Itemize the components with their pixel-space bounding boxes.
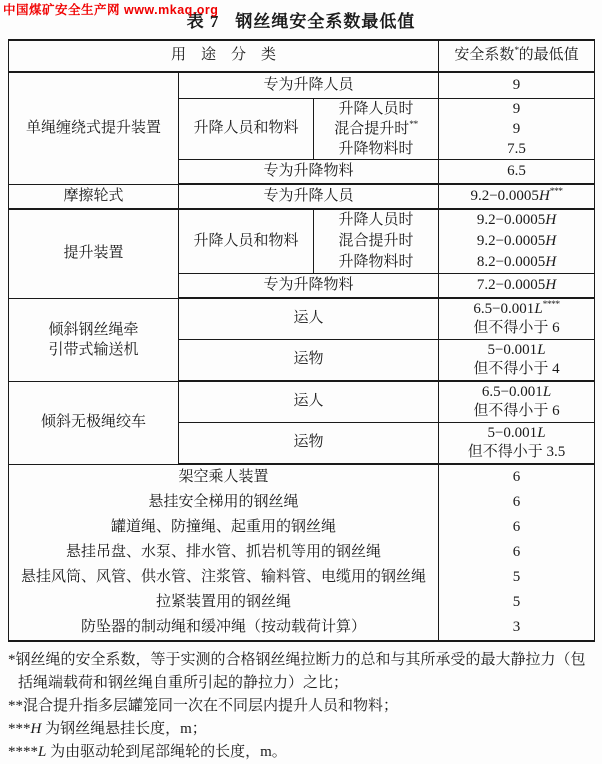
value: 5−0.001L bbox=[487, 342, 546, 358]
table-row bbox=[9, 515, 595, 540]
variable-L: L bbox=[38, 744, 47, 760]
header-value-cell bbox=[439, 40, 595, 72]
variable-H: H bbox=[538, 187, 550, 204]
table-row bbox=[9, 464, 595, 490]
table-row bbox=[9, 381, 595, 423]
category-label: 摩擦轮式 bbox=[63, 187, 124, 204]
table-row bbox=[9, 72, 595, 99]
usage-label: 专为升降物料 bbox=[263, 276, 354, 293]
usage-label: 悬挂风筒、风管、供水管、注浆管、输料管、电缆用的钢丝绳 bbox=[20, 568, 426, 585]
usage-cell bbox=[179, 381, 439, 423]
footnote-3 bbox=[8, 718, 594, 741]
value: 8.2−0.0005H bbox=[476, 254, 557, 270]
usage-cell bbox=[179, 184, 439, 209]
table-row bbox=[9, 209, 595, 274]
variable-H: H bbox=[545, 254, 557, 270]
value-cell bbox=[439, 423, 595, 465]
footnote-text: 为由驱动轮到尾部绳轮的长度，m。 bbox=[46, 744, 287, 760]
variable-L: L bbox=[534, 301, 543, 317]
value: 9 bbox=[512, 121, 521, 137]
table-row bbox=[9, 565, 595, 590]
usage-cell bbox=[179, 160, 439, 185]
usage-cell bbox=[179, 274, 439, 299]
value-cell: 9.2−0.0005H*** bbox=[439, 184, 595, 209]
value-cell bbox=[439, 540, 595, 565]
variable-H: H bbox=[30, 721, 42, 737]
sub-usage-cell bbox=[314, 99, 439, 160]
sub-usage-line: 升降物料时 bbox=[338, 254, 414, 270]
footnote-2: **混合提升指多层罐笼同一次在不同层内提升人员和物料； bbox=[8, 698, 399, 714]
table-header-row bbox=[9, 40, 595, 72]
value-cell bbox=[439, 490, 595, 515]
header-usage-label: 用 途 分 类 bbox=[170, 47, 276, 64]
value: 9.2−0.0005H bbox=[476, 212, 557, 228]
value: 6 bbox=[512, 518, 521, 535]
usage-label: 升降人员和物料 bbox=[193, 120, 299, 137]
usage-label: 悬挂安全梯用的钢丝绳 bbox=[148, 493, 299, 510]
value-cell bbox=[439, 615, 595, 641]
variable-H: H bbox=[545, 233, 557, 249]
table-row bbox=[9, 590, 595, 615]
sub-usage-line: 升降人员时 bbox=[338, 101, 414, 117]
sub-usage-line: 混合提升时 bbox=[338, 233, 414, 249]
footnote-4 bbox=[8, 741, 594, 764]
usage-cell bbox=[9, 540, 439, 565]
variable-L: L bbox=[537, 425, 546, 441]
usage-label: 专为升降人员 bbox=[263, 187, 354, 204]
value-cell bbox=[439, 565, 595, 590]
value-cell bbox=[439, 298, 595, 340]
usage-label: 专为升降物料 bbox=[263, 162, 354, 179]
value-cell bbox=[439, 590, 595, 615]
table-title-text: 钢丝绳安全系数最低值 bbox=[235, 12, 416, 31]
value-cell bbox=[439, 381, 595, 423]
value-cell bbox=[439, 209, 595, 274]
category-label: 提升装置 bbox=[63, 245, 124, 261]
header-value-label: 安全系数 bbox=[454, 47, 515, 64]
value-note: 但不得小于 3.5 bbox=[467, 444, 566, 460]
value-cell bbox=[439, 464, 595, 490]
wire-rope-safety-factor-table bbox=[8, 39, 595, 642]
header-value-footnote-mark: * bbox=[514, 46, 519, 57]
value-note: 但不得小于 4 bbox=[473, 361, 560, 377]
category-cell-friction-wheel bbox=[9, 184, 179, 209]
header-value-label-rest: 的最低值 bbox=[518, 47, 579, 64]
value: 5−0.001L bbox=[487, 425, 546, 441]
footnotes bbox=[8, 649, 594, 764]
value-cell bbox=[439, 72, 595, 99]
value: 6 bbox=[512, 543, 521, 560]
usage-label: 专为升降人员 bbox=[263, 76, 354, 93]
usage-label: 运物 bbox=[293, 434, 324, 451]
usage-cell bbox=[9, 490, 439, 515]
variable-H: H bbox=[545, 212, 557, 228]
usage-label: 架空乘人装置 bbox=[178, 468, 269, 485]
value-cell bbox=[439, 160, 595, 185]
footnote-marker: *** bbox=[8, 721, 31, 737]
usage-cell bbox=[179, 298, 439, 340]
footnote-1-line-1: *钢丝绳的安全系数，等于实测的合格钢丝绳拉断力的总和与其所承受的最大静拉力（包 bbox=[8, 652, 586, 668]
value-cell: 7.2−0.0005H bbox=[439, 274, 595, 299]
footnote-mark: *** bbox=[549, 186, 563, 197]
value-cell bbox=[439, 99, 595, 160]
sub-usage-cell bbox=[314, 209, 439, 274]
usage-label: 升降人员和物料 bbox=[193, 232, 299, 249]
usage-label: 运物 bbox=[293, 351, 324, 368]
value-note: 但不得小于 6 bbox=[473, 320, 560, 336]
category-cell-hoisting-device bbox=[9, 209, 179, 298]
category-cell-single-rope-hoist bbox=[9, 72, 179, 184]
value: 5 bbox=[512, 593, 521, 610]
header-usage-cell bbox=[9, 40, 439, 72]
value-cell bbox=[439, 340, 595, 382]
usage-cell bbox=[179, 72, 439, 99]
value: 9.2−0.0005H bbox=[476, 233, 557, 249]
usage-cell bbox=[9, 565, 439, 590]
table-number: 表 7 bbox=[186, 12, 220, 31]
sub-usage-line: 升降物料时 bbox=[338, 141, 414, 157]
category-cell-inclined-endless-rope-winch bbox=[9, 381, 179, 464]
usage-cell bbox=[179, 209, 314, 274]
usage-label: 防坠器的制动绳和缓冲绳（按动载荷计算） bbox=[80, 618, 366, 635]
usage-cell bbox=[9, 464, 439, 490]
value: 6 bbox=[512, 493, 521, 510]
value: 9 bbox=[512, 101, 521, 117]
sub-usage-line: 混合提升时** bbox=[334, 120, 418, 137]
value-note: 但不得小于 6 bbox=[473, 403, 560, 419]
footnote-marker: **** bbox=[8, 744, 38, 760]
value: 5 bbox=[512, 568, 521, 585]
usage-label: 运人 bbox=[293, 393, 324, 410]
usage-cell bbox=[9, 615, 439, 641]
table-row bbox=[9, 490, 595, 515]
category-cell-inclined-rope-conveyor bbox=[9, 298, 179, 381]
usage-cell bbox=[179, 99, 314, 160]
value: 6.5 bbox=[507, 162, 526, 179]
table-row bbox=[9, 615, 595, 641]
usage-label: 罐道绳、防撞绳、起重用的钢丝绳 bbox=[110, 518, 336, 535]
value-cell bbox=[439, 515, 595, 540]
value: 7.5 bbox=[507, 141, 526, 157]
category-label: 倾斜无极绳绞车 bbox=[40, 413, 146, 430]
table-row bbox=[9, 540, 595, 565]
variable-L: L bbox=[542, 384, 552, 400]
variable-L: L bbox=[537, 342, 546, 358]
category-label: 倾斜钢丝绳牵 bbox=[48, 321, 139, 338]
usage-label: 拉紧装置用的钢丝绳 bbox=[155, 593, 291, 610]
usage-cell bbox=[9, 590, 439, 615]
usage-cell bbox=[9, 515, 439, 540]
sub-usage-line: 升降人员时 bbox=[338, 212, 414, 228]
category-label: 引带式输送机 bbox=[48, 341, 139, 358]
usage-cell bbox=[179, 340, 439, 382]
site-watermark: 中国煤矿安全生产网 www.mkaq.org bbox=[3, 3, 219, 17]
footnote-text: 为钢丝绳悬挂长度，m； bbox=[41, 721, 207, 737]
variable-H: H bbox=[545, 276, 557, 293]
table-row bbox=[9, 298, 595, 340]
footnote-mark: ** bbox=[409, 120, 418, 130]
value: 6.5−0.001L bbox=[481, 384, 552, 400]
value: 9 bbox=[512, 76, 521, 93]
footnote-mark: **** bbox=[542, 300, 560, 310]
category-label: 单绳缠绕式提升装置 bbox=[25, 119, 161, 136]
table-row bbox=[9, 184, 595, 209]
usage-cell bbox=[179, 423, 439, 465]
usage-label: 运人 bbox=[293, 310, 324, 327]
usage-label: 悬挂吊盘、水泵、排水管、抓岩机等用的钢丝绳 bbox=[65, 543, 381, 560]
value: 6 bbox=[512, 468, 521, 485]
value: 6.5−0.001L**** bbox=[473, 300, 560, 317]
value: 3 bbox=[512, 618, 521, 635]
footnote-1-line-2: 括绳端载荷和钢丝绳自重所引起的静拉力）之比； bbox=[18, 675, 349, 691]
